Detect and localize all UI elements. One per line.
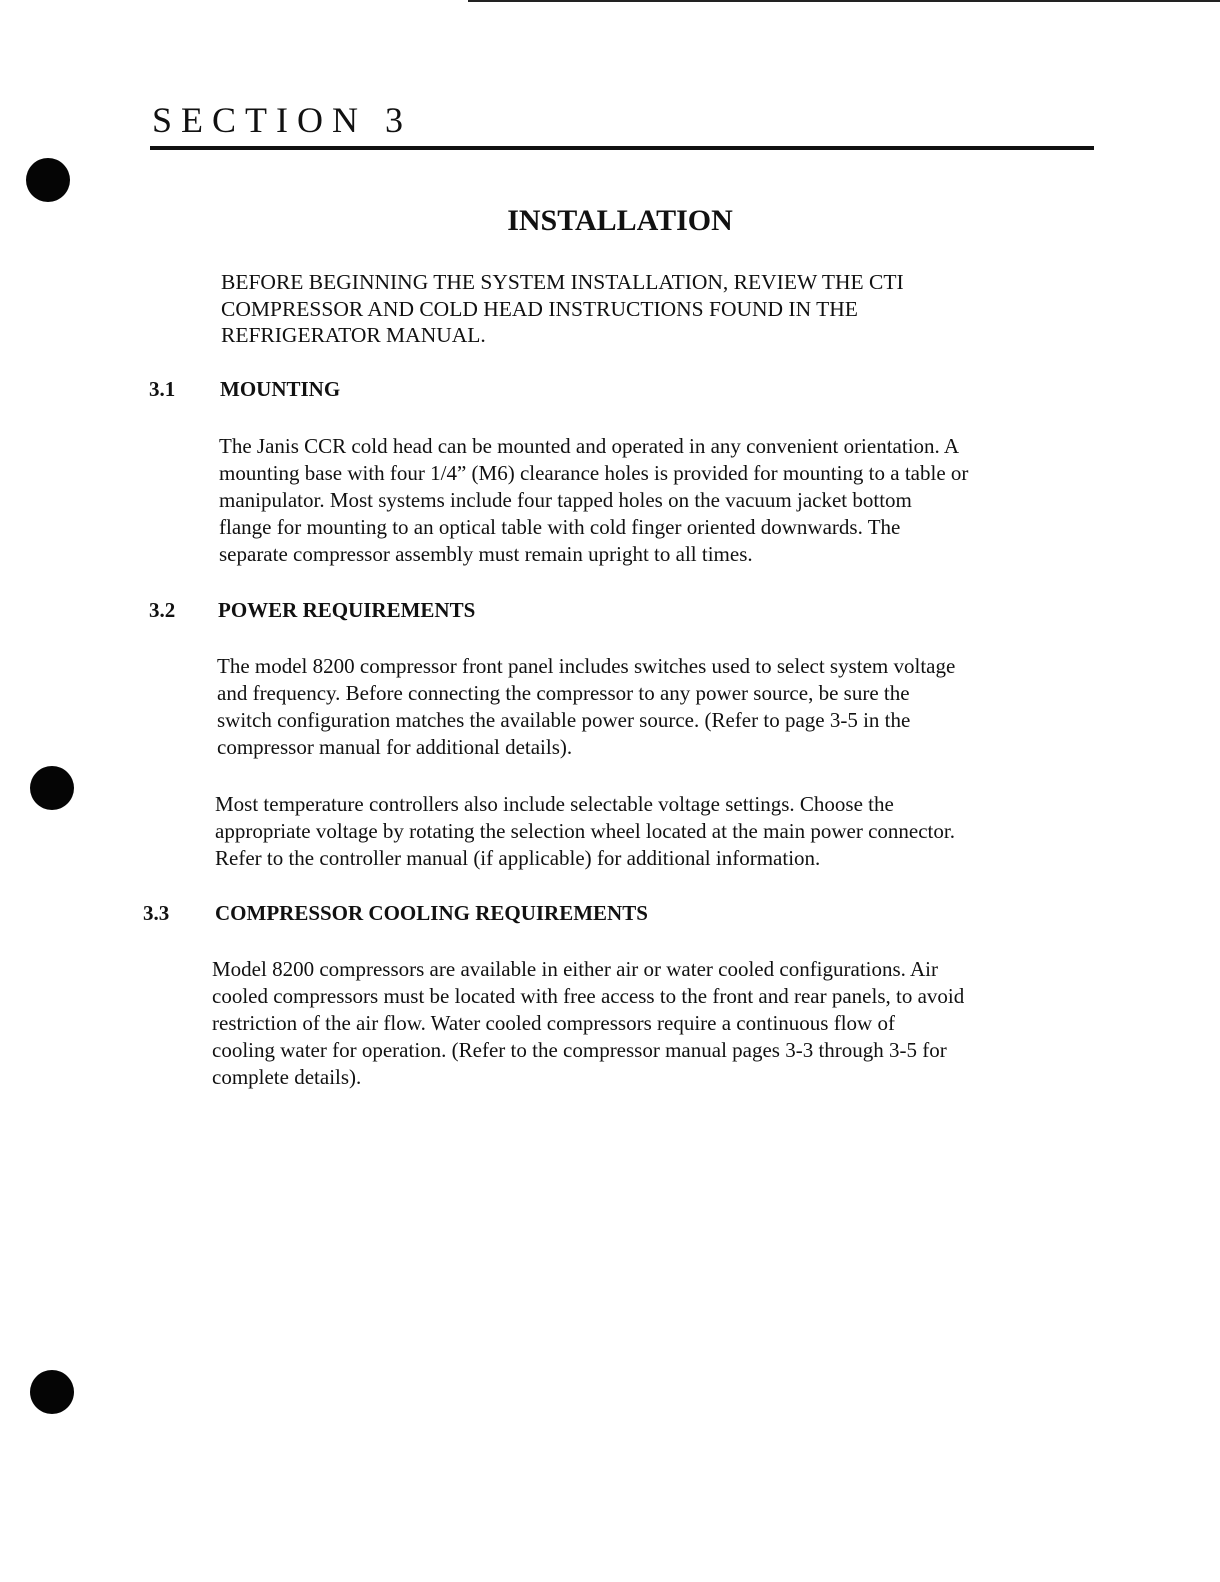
intro-line: COMPRESSOR AND COLD HEAD INSTRUCTIONS FOUND IN THE (221, 296, 858, 321)
mounting-paragraph (219, 433, 1089, 568)
intro-notice (221, 269, 1011, 349)
section-title-mounting: MOUNTING (220, 377, 341, 401)
intro-line: BEFORE BEGINNING THE SYSTEM INSTALLATION, REVIEW THE CTI (221, 270, 904, 294)
top-edge-rule (468, 0, 1220, 2)
binder-hole-bottom (30, 1370, 74, 1414)
section-number-3-2: 3.2 (149, 598, 176, 622)
paragraph-line: separate compressor assembly must remain upright to all times. (219, 542, 753, 566)
paragraph-line: Most temperature controllers also include selectable voltage settings. Choose the (215, 792, 894, 816)
paragraph-line: manipulator. Most systems include four tapped holes on the vacuum jacket bottom (219, 488, 912, 512)
paragraph-line: Model 8200 compressors are available in either air or water cooled configurations. Air (212, 957, 939, 981)
binder-hole-top (26, 158, 70, 202)
section-label: SECTION 3 (152, 100, 412, 140)
paragraph-line: and frequency. Before connecting the compressor to any power source, be sure the (217, 681, 910, 705)
paragraph-line: mounting base with four 1/4” (M6) clearance holes is provided for mounting to a table or (219, 461, 969, 485)
section-title-power-requirements: POWER REQUIREMENTS (218, 598, 476, 622)
paragraph-line: restriction of the air flow. Water cooled compressors require a continuous flow of (212, 1011, 895, 1035)
paragraph-line: The Janis CCR cold head can be mounted and operated in any convenient orientation. A (219, 434, 960, 458)
paragraph-line: cooling water for operation. (Refer to the compressor manual pages 3-3 through 3-5 for (212, 1038, 947, 1062)
cooling-paragraph (212, 956, 1092, 1091)
paragraph-line: cooled compressors must be located with free access to the front and rear panels, to avoid (212, 984, 965, 1008)
binder-hole-middle (30, 766, 74, 810)
power-paragraph-2 (215, 791, 1085, 872)
intro-line: REFRIGERATOR MANUAL. (221, 323, 486, 347)
paragraph-line: Refer to the controller manual (if applicable) for additional information. (215, 846, 821, 870)
power-paragraph-1 (217, 653, 1087, 761)
section-divider (150, 146, 1094, 150)
paragraph-line: complete details). (212, 1065, 362, 1089)
chapter-title: INSTALLATION (507, 204, 733, 237)
paragraph-line: compressor manual for additional details). (217, 735, 573, 759)
paragraph-line: appropriate voltage by rotating the selection wheel located at the main power connector. (215, 819, 955, 843)
paragraph-line: switch configuration matches the available power source. (Refer to page 3-5 in the (217, 708, 911, 732)
section-number-3-1: 3.1 (149, 377, 176, 401)
section-title-compressor-cooling: COMPRESSOR COOLING REQUIREMENTS (215, 901, 648, 925)
paragraph-line: flange for mounting to an optical table with cold finger oriented downwards. The (219, 515, 901, 539)
paragraph-line: The model 8200 compressor front panel includes switches used to select system voltage (217, 654, 956, 678)
section-number-3-3: 3.3 (143, 901, 170, 925)
